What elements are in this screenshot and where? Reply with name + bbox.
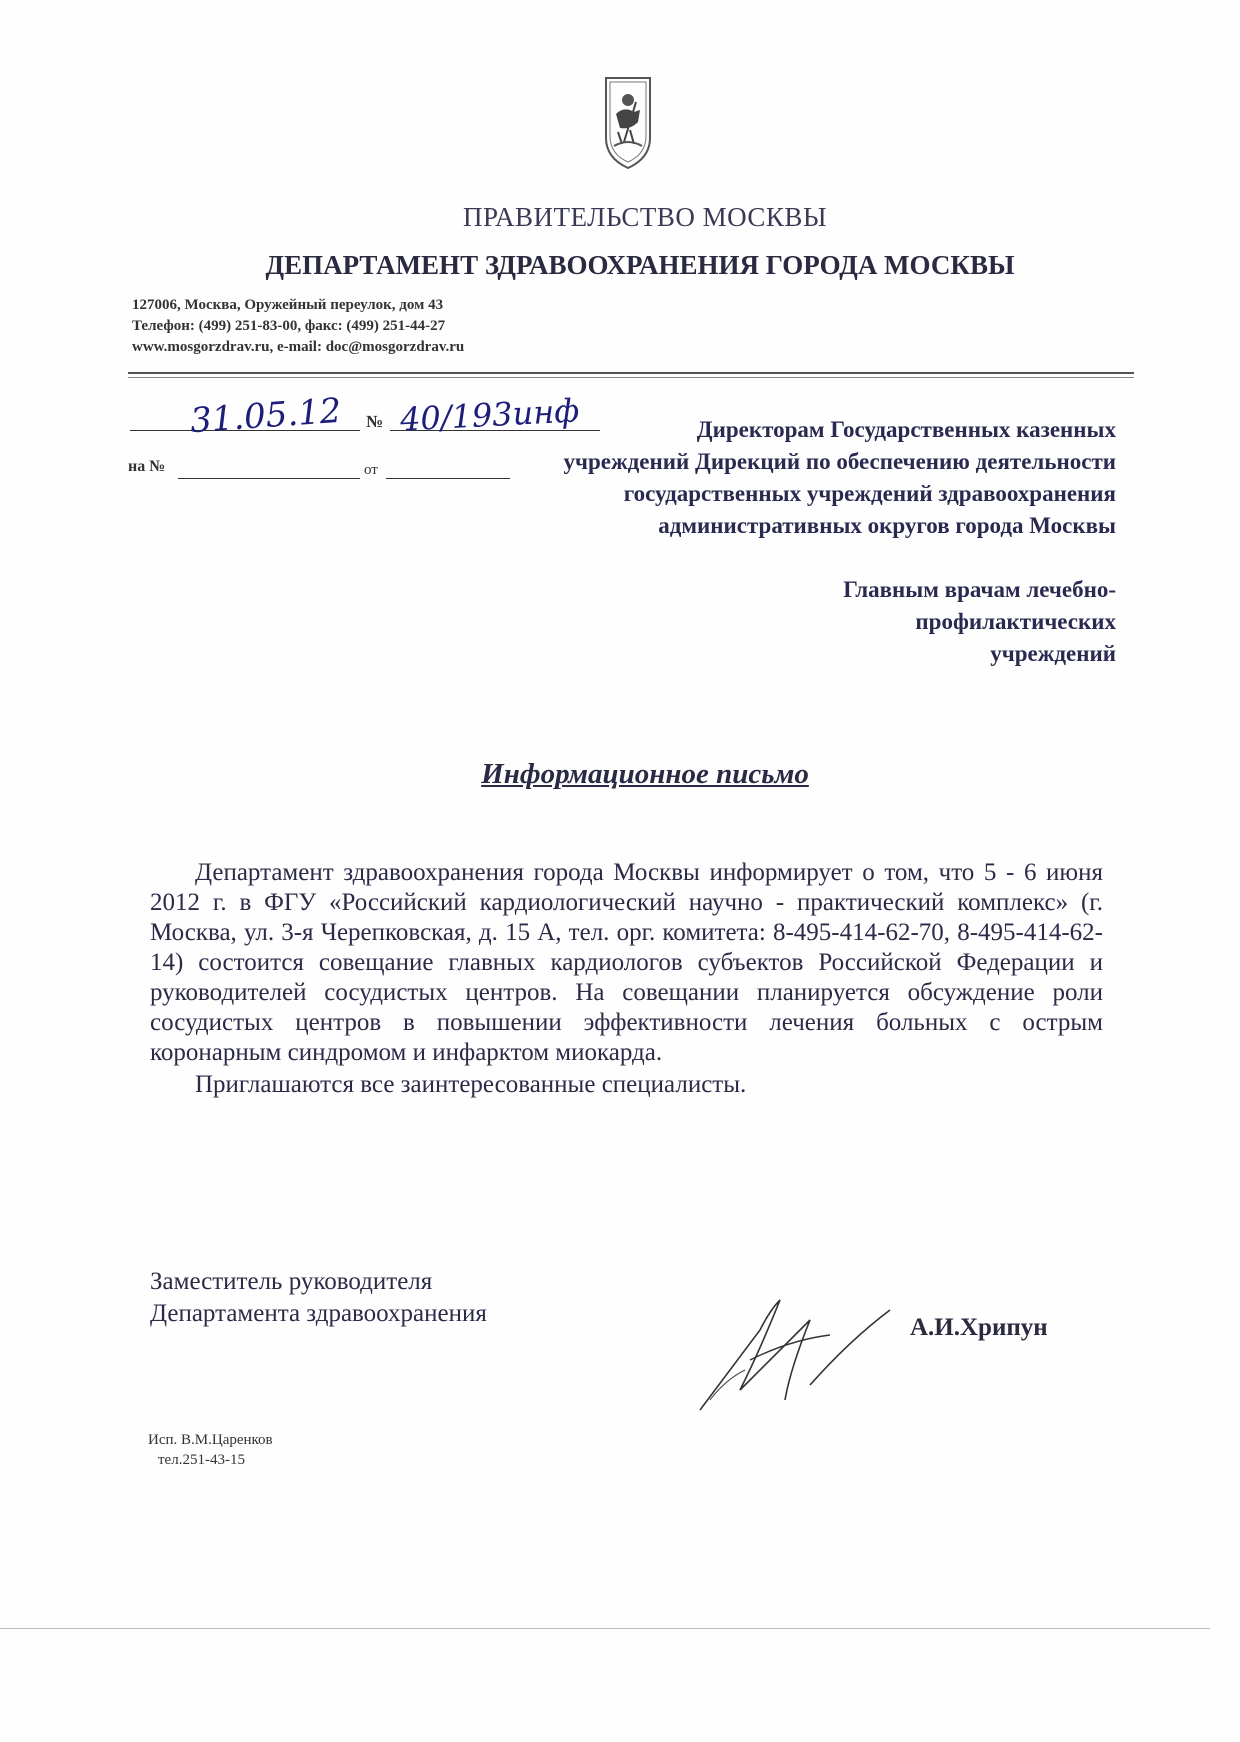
handwritten-signature (690, 1290, 920, 1420)
letter-body (150, 858, 1103, 1100)
addressee-line: Главным врачам лечебно- (843, 577, 1116, 602)
department-web: www.mosgorzdrav.ru, e-mail: doc@mosgorzdrav.ru (132, 339, 465, 355)
signatory-position-line2: Департамента здравоохранения (150, 1300, 487, 1327)
letter-title: Информационное письмо (481, 758, 809, 790)
signatory-name: А.И.Хрипун (910, 1314, 1048, 1341)
from-date-blank (386, 478, 510, 479)
government-title: ПРАВИТЕЛЬСТВО МОСКВЫ (462, 202, 827, 232)
addressee-line: учреждений Дирекций по обеспечению деятельности (563, 449, 1116, 474)
addressee-primary (564, 414, 1117, 542)
header-divider (128, 372, 1134, 374)
addressee-line: Директорам Государственных казенных (696, 417, 1116, 442)
number-label: № (366, 412, 384, 431)
executor-name: Исп. В.М.Царенков (148, 1432, 273, 1448)
department-address: 127006, Москва, Оружейный переулок, дом 43 (132, 297, 444, 313)
department-phones: Телефон: (499) 251-83-00, факс: (499) 251-44-27 (132, 318, 446, 334)
addressee-line: административных округов города Москвы (658, 513, 1116, 538)
reply-to-label: на № (128, 458, 166, 475)
moscow-coat-of-arms-icon (600, 72, 656, 172)
addressee-line: государственных учреждений здравоохранения (623, 481, 1116, 506)
body-paragraph: Департамент здравоохранения города Москвы информирует о том, что 5 - 6 июня 2012 г. в ФГУ «Российский кардиологический научно - практический комплекс» (г. Москва, ул. 3-я Черепковская, д. 15 А, тел. орг. комитета: 8-495-414-62-70, 8-495-414-62-14) состоится совещание главных кардиологов субъектов Российской Федерации и руководителей сосудистых центров. На совещании планируется обсуждение роли сосудистых центров в повышении эффективности лечения больных с острым коронарным синдромом и инфарктом миокарда. (150, 859, 1103, 1066)
addressee-line: профилактических (915, 609, 1116, 634)
registration-number: 40/193инф (399, 391, 581, 439)
department-title: ДЕПАРТАМЕНТ ЗДРАВООХРАНЕНИЯ ГОРОДА МОСКВЫ (265, 250, 1015, 280)
addressee-secondary (843, 574, 1116, 670)
body-paragraph: Приглашаются все заинтересованные специалисты. (195, 1071, 747, 1098)
registration-date: 31.05.12 (188, 390, 343, 442)
from-label: от (364, 462, 378, 478)
header-divider-thin (128, 377, 1134, 378)
addressee-line: учреждений (990, 641, 1116, 666)
executor-phone: тел.251-43-15 (158, 1452, 245, 1468)
scan-edge-line (0, 1628, 1210, 1629)
signatory-position-line1: Заместитель руководителя (150, 1268, 433, 1295)
reply-number-blank (178, 478, 360, 479)
